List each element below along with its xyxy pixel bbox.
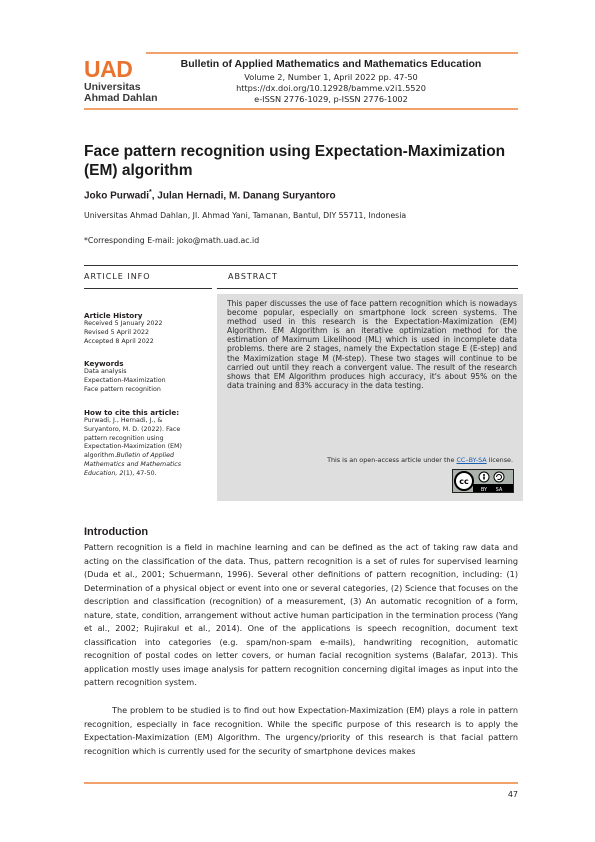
corresponding-mark: * (149, 189, 152, 196)
info-left-rule (84, 288, 212, 289)
cite-line: Suryantoro, M. D. (2022). Face (84, 425, 181, 433)
article-info-heading: ARTICLE INFO (84, 272, 151, 281)
revised-date: Revised 5 April 2022 (84, 328, 150, 336)
cite-line: Education, 2(1), 47-50. (84, 469, 157, 477)
keyword: Expectation-Maximization (84, 376, 166, 384)
header-bottom-rule (84, 108, 518, 110)
logo-line-1: Universitas (84, 81, 141, 93)
license-link[interactable]: CC–BY-SA (456, 456, 487, 464)
cite-line: pattern recognition using (84, 434, 164, 442)
cite-line: algorithm.Bulletin of Applied (84, 452, 175, 460)
open-access-notice: This is an open-access article under the CC–BY-SA license. (327, 456, 513, 464)
cite-heading: How to cite this article: (84, 408, 180, 417)
page-number: 47 (507, 790, 518, 799)
info-top-rule (84, 265, 518, 266)
journal-name: Bulletin of Applied Mathematics and Mathematics Education (180, 58, 482, 70)
svg-text:SA: SA (495, 487, 503, 492)
info-right-rule (217, 288, 518, 289)
issn-info: e-ISSN 2776-1029, p-ISSN 2776-1002 (254, 94, 408, 104)
abstract-heading: ABSTRACT (228, 272, 278, 281)
article-title: Face pattern recognition using Expectation-Maximization (EM) algorithm (84, 143, 506, 179)
uad-logo-text (84, 82, 158, 103)
cite-line: Expectation-Maximization (EM) (84, 443, 182, 451)
keywords-heading: Keywords (84, 359, 124, 368)
footer-rule (84, 782, 518, 784)
logo-line-2: Ahmad Dahlan (84, 91, 158, 104)
intro-paragraph-1: Pattern recognition is a field in machine learning and can be defined as the act of taking raw data and acting on the classification of the data. Thus, pattern recognition is a set of rules for supervised learning (Duda et al., 2001; Schuermann, 1996). Several other definitions of pattern recognition, including: (1) Determination of a physical object or event into one or several categories, (2) Science that focuses on the description and classification (recognition) of a measurement, (3) An automatic recognition of a form, nature, state, condition, arrangement without active human participation in the termination process (Yang et al., 2002; Rujirakul et al., 2014). One of the applications is speech recognition, document text classification into categories (e.g. spam/non-spam e-mails), handwriting recognition, automatic recognition of postal codes on letter covers, or human facial recognition systems (Balafar, 2013). This application mostly uses image analysis for pattern recognition concerning digital images as input into the pattern recognition system. (84, 542, 518, 687)
corresponding-email: *Corresponding E-mail: joko@math.uad.ac.id (84, 236, 260, 245)
introduction-heading: Introduction (84, 526, 149, 538)
intro-paragraph-2: The problem to be studied is to find out how Expectation-Maximization (EM) plays a role in pattern recognition, especially in face recognition. While the specific purpose of this research is to apply the Expectation-Maximization (EM) Algorithm. The urgency/priority of this research is that facial pattern recognition which is currently used for the security of smartphone devices makes (84, 705, 518, 756)
received-date: Received 5 January 2022 (84, 320, 163, 327)
volume-info: Volume 2, Number 1, April 2022 pp. 47-50 (244, 72, 418, 82)
article-history (84, 311, 212, 346)
affiliation: Universitas Ahmad Dahlan, Jl. Ahmad Yani, Tamanan, Bantul, DIY 55711, Indonesia (84, 211, 407, 220)
other-authors: , Julan Hernadi, M. Danang Suryantoro (151, 190, 336, 202)
authors (84, 189, 336, 201)
svg-text:cc: cc (459, 477, 469, 486)
doi-link[interactable]: https://dx.doi.org/10.12928/bamme.v2i1.5520 (236, 83, 426, 93)
accepted-date: Accepted 8 April 2022 (84, 337, 154, 345)
header-top-rule (146, 52, 518, 54)
first-author: Joko Purwadi (84, 190, 150, 202)
cc-by-sa-badge[interactable] (452, 469, 514, 493)
keywords-block (84, 359, 212, 394)
cite-line: Purwadi, J., Hernadi, J., & (84, 417, 163, 424)
abstract-text: This paper discusses the use of face pattern recognition which is nowadays become popular, especially on smartphone lock screen systems. The method used in this research is the Expectation-Maximization (EM) Algorithm. EM Algorithm is an iterative optimization method for the estimation of Maximum Likelihood (ML) which is used in incomplete data problems. there are 2 stages, namely the Expectation stage E (E-step) and the Maximization stage M (M-step). These two stages will continue to be carried out until they reach a convergent value. The result of the research shows that EM Algorithm produces high accuracy, it's about 95% on the data training and 83% accuracy in the data testing. (227, 299, 517, 390)
keyword: Face pattern recognition (84, 385, 161, 393)
keyword: Data analysis (84, 368, 127, 375)
cite-line: Mathematics and Mathematics (84, 460, 182, 468)
how-to-cite (84, 408, 212, 479)
svg-text:BY: BY (480, 487, 488, 492)
history-heading: Article History (84, 311, 143, 320)
cc-license-icon (453, 470, 513, 492)
uad-logo-mark: UAD (84, 56, 133, 82)
